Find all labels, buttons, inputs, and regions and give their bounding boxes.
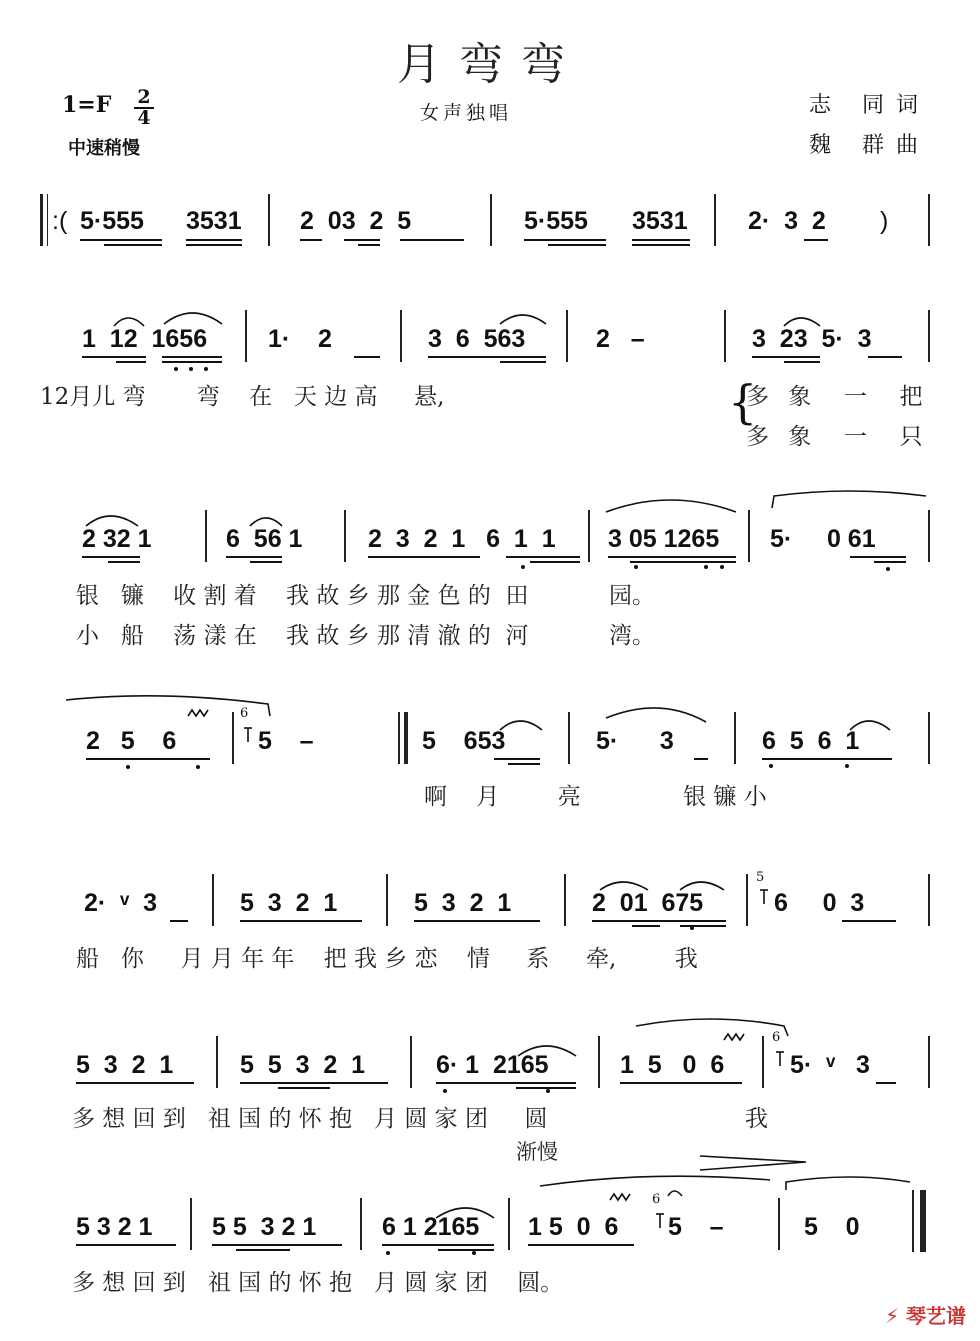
r2-m4: 2 –: [596, 325, 645, 353]
r2-m1: 1 12 1656: [82, 325, 208, 353]
watermark-text: 琴艺谱: [906, 1304, 966, 1328]
repeat-start-paren: :(: [52, 207, 68, 235]
decrescendo-hairpin: [700, 1156, 806, 1170]
r4-m4: 6 5 6 1: [762, 727, 860, 755]
r1-m3a: 5·555: [524, 207, 588, 235]
r1-m1b: 3531: [186, 207, 242, 235]
r2-lyric: 12月儿 弯 弯 在 天 边 高 悬,: [40, 384, 445, 410]
r1-m1a: 5·555: [80, 207, 144, 235]
tempo-marking: 中速稍慢: [68, 138, 140, 159]
r2-lyric-v2: 多 象 一 只: [746, 424, 929, 450]
r5-m5: 6 0 3: [774, 889, 865, 917]
r5-m1: 2· ᵛ 3: [84, 889, 158, 917]
time-signature-top: 2: [137, 86, 151, 108]
mordent-marks: [188, 710, 744, 1200]
composer: 魏 群曲: [809, 133, 930, 158]
r7-m3: 6 1 2165: [382, 1213, 480, 1241]
r6-m3: 6· 1 2165: [436, 1051, 549, 1079]
r5-m3: 5 3 2 1: [414, 889, 512, 917]
voice-type: 女声独唱: [420, 102, 513, 124]
underlines: [76, 240, 906, 1250]
r1-m4: 2· 3 2: [748, 207, 826, 235]
grace-note-strokes: [244, 728, 784, 1228]
r6-m2: 5 5 3 2 1: [240, 1051, 366, 1079]
r6-lyric: 多 想 回 到 祖 国 的 怀 抱 月 圆 家 团 圆 我: [72, 1106, 768, 1132]
r7-lyric: 多 想 回 到 祖 国 的 怀 抱 月 圆 家 团 圆。: [72, 1270, 564, 1296]
r3-m3: 2 3 2 1 6 1 1: [368, 525, 556, 553]
r5-grace-note: 5: [756, 870, 765, 885]
watermark-icon: ⚡: [884, 1304, 900, 1328]
r6-m4: 1 5 0 6: [620, 1051, 725, 1079]
watermark-logo: [885, 1300, 966, 1329]
r5-m4: 2 01 675: [592, 889, 704, 917]
r2-m5: 3 23 5· 3: [752, 325, 872, 353]
r3-m2: 6 56 1: [226, 525, 303, 553]
close-paren: ): [880, 207, 889, 235]
r6-m1: 5 3 2 1: [76, 1051, 174, 1079]
r3-m1: 2 32 1: [82, 525, 152, 553]
r7-m5: 5 0: [804, 1213, 860, 1241]
r2-m2: 1· 2: [268, 325, 332, 353]
r4-lyric: 啊 月 亮 银 镰 小: [424, 784, 767, 810]
r3-m5: 5· 0 61: [770, 525, 876, 553]
time-signature-bottom: 4: [134, 107, 154, 128]
r1-m2: 2 03 2 5: [300, 207, 412, 235]
r4-grace-note: 6: [240, 706, 249, 721]
r7-grace-note: 6: [652, 1192, 661, 1207]
ritardando-marking: 渐慢: [516, 1140, 558, 1164]
r2-m3: 3 6 563: [428, 325, 526, 353]
r3-lyric2: 小 船 荡 漾 在 我 故 乡 那 清 澈 的 河 湾。: [76, 623, 655, 649]
r7-m4: 1 5 0 6: [528, 1213, 619, 1241]
r4-m3: 5· 3: [596, 727, 674, 755]
lyricist: 志 同词: [809, 93, 930, 118]
r6-grace-note: 6: [772, 1030, 781, 1045]
verse-brace: {: [728, 375, 758, 429]
r5-m2: 5 3 2 1: [240, 889, 338, 917]
r7-m1: 5 3 2 1: [76, 1213, 153, 1241]
song-title: 月弯弯: [397, 39, 583, 90]
octave-dots: [126, 367, 890, 1255]
r2-lyric-v1: 多 象 一 把: [746, 384, 929, 410]
r3-lyric1: 银 镰 收 割 着 我 故 乡 那 金 色 的 田 园。: [76, 583, 655, 609]
r6-m5: 5· ᵛ 3: [790, 1051, 870, 1079]
key-signature: 1=F: [62, 92, 112, 118]
r5-lyric: 船 你 月 月 年 年 把 我 乡 恋 情 系 牵, 我: [76, 946, 698, 972]
r3-m4: 3 05 1265: [608, 525, 720, 553]
r4-m1b: 5 –: [258, 727, 314, 755]
r4-m2: 5 653: [422, 727, 506, 755]
r4-m1: 2 5 6: [86, 727, 177, 755]
r1-m3b: 3531: [632, 207, 688, 235]
r7-m4b: 5 –: [668, 1213, 724, 1241]
r7-m2: 5 5 3 2 1: [212, 1213, 317, 1241]
